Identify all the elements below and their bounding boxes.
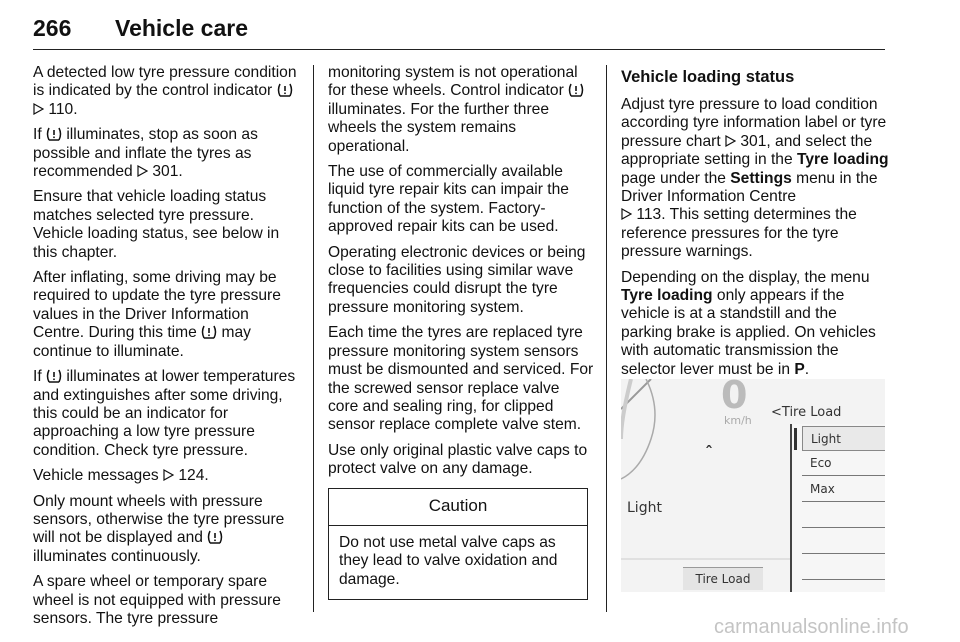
paragraph: [33, 64, 301, 119]
text: Vehicle messages: [33, 467, 164, 485]
menu-title: [771, 405, 841, 420]
tire-load-options-panel: [790, 424, 885, 592]
page-number: 266: [33, 15, 72, 41]
column-1: [33, 64, 301, 635]
text: illuminates, stop as soon as possible and inflate the tyres as recommended: [33, 126, 258, 181]
paragraph: A spare wheel or temporary spare wheel is not equipped with pressure sensors. The tyre pressure: [33, 573, 281, 627]
paragraph: [33, 368, 301, 460]
tyre-pressure-warning-icon: [568, 83, 584, 96]
text: illuminates at lower temperatures and extinguishes after some driving, this could be an indicator for approaching a low tyre pressure condition. Check tyre pressure.: [33, 368, 296, 459]
text: Adjust tyre pressure to load condition according tyre information label or tyre pressure chart: [621, 96, 887, 150]
selection-indicator: [794, 428, 797, 450]
watermark: carmanualsonline.info: [714, 616, 909, 638]
text: page under the: [621, 169, 731, 187]
paragraph: The use of commercially available liquid tyre repair kits can impair the function of the system. Factory-approved repair kits can be used.: [328, 163, 569, 236]
text: Only mount wheels with pressure sensors, otherwise the tyre pressure will not be displayed and: [33, 492, 285, 547]
text: monitoring system is not operational for these wheels. Control indicator: [328, 64, 578, 100]
tyre-pressure-warning-icon: [46, 127, 62, 140]
cross-reference-arrow-icon: [725, 134, 736, 146]
option-max[interactable]: Max: [802, 477, 885, 502]
paragraph: [33, 493, 301, 567]
paragraph: [33, 467, 301, 485]
tyre-pressure-warning-icon: [207, 530, 223, 543]
paragraph: [621, 269, 889, 379]
option-eco[interactable]: Eco: [802, 451, 885, 476]
subsection-heading: Vehicle loading status: [621, 68, 795, 86]
caution-title: Caution: [329, 489, 587, 526]
page-reference: 110.: [48, 100, 78, 118]
caution-text: Do not use metal valve caps as they lead to valve oxidation and damage.: [339, 533, 558, 588]
back-chevron-icon: <: [771, 405, 782, 420]
column-2: [328, 64, 594, 600]
menu-name: Settings: [730, 169, 792, 187]
paragraph: Use only original plastic valve caps to protect valve on any damage.: [328, 441, 588, 478]
speed-digit: 0: [721, 379, 748, 417]
text: Depending on the display, the menu: [621, 268, 870, 286]
text: A detected low tyre pressure condition is indicated by the control indicator: [33, 64, 297, 100]
tyre-pressure-warning-icon: [201, 325, 217, 338]
page-reference: 301.: [152, 163, 183, 181]
cross-reference-arrow-icon: [33, 102, 44, 114]
cross-reference-arrow-icon: [163, 468, 174, 480]
text: 113. This setting determines the reference pressures for the tyre pressure warnings.: [621, 206, 857, 261]
bottom-tab-label: Tire Load: [683, 567, 763, 590]
paragraph: Ensure that vehicle loading status matches selected tyre pressure. Vehicle loading status, see below in this chapter.: [33, 188, 280, 261]
paragraph: Operating electronic devices or being close to facilities using similar wave frequencies could disrupt the tyre pressure monitoring system.: [328, 243, 586, 316]
cross-reference-arrow-icon: [137, 164, 148, 176]
tyre-pressure-warning-icon: [46, 369, 62, 382]
tyre-pressure-warning-icon: [277, 83, 293, 96]
text: .: [804, 360, 810, 378]
column-divider: [313, 65, 314, 612]
text: only appears if the vehicle is at a standstill and the parking brake is applied. On vehicles with automatic transmission the selector lever must be in: [621, 287, 876, 378]
paragraph: [33, 126, 301, 181]
paragraph: [328, 64, 594, 156]
text: illuminates. For the further three wheels the system remains operational.: [328, 100, 550, 155]
speed-unit: km/h: [724, 414, 752, 427]
paragraph: Each time the tyres are replaced tyre pressure monitoring system sensors must be dismounted and serviced. For the screwed sensor replace valve core and sealing ring, for clipped sensor replace complete valve stem.: [328, 324, 594, 434]
text: menu in the Driver Information Centre: [621, 169, 878, 206]
text: If: [33, 126, 46, 144]
text: If: [33, 368, 46, 386]
caution-box: [328, 488, 588, 601]
text: may continue to illuminate.: [33, 324, 251, 360]
paragraph: [33, 269, 301, 361]
driver-information-centre-display: [621, 379, 885, 592]
menu-name: Tyre loading: [796, 151, 889, 169]
page-reference: 124.: [178, 467, 209, 485]
option-light[interactable]: Light: [802, 426, 885, 451]
gear-position: P: [794, 360, 805, 378]
menu-title-text: Tire Load: [781, 405, 842, 420]
column-divider: [606, 65, 607, 612]
text: After inflating, some driving may be required to update the tyre pressure values in the Driver Information Centre. During this time: [33, 269, 281, 342]
section-title: Vehicle care: [115, 15, 248, 41]
option-empty: [802, 529, 885, 554]
paragraph: [621, 96, 889, 262]
cross-reference-arrow-icon: [621, 207, 632, 219]
page-header: [33, 9, 885, 50]
menu-name: Tyre loading: [621, 287, 713, 305]
text: 301, and select the appropriate setting in the: [621, 132, 873, 169]
current-load-value: Light: [627, 500, 662, 516]
column-3: [621, 64, 889, 386]
option-empty: [802, 555, 885, 580]
chevron-up-icon: ˆ: [705, 443, 713, 462]
text: illuminates continuously.: [33, 547, 201, 565]
option-empty: [802, 503, 885, 528]
